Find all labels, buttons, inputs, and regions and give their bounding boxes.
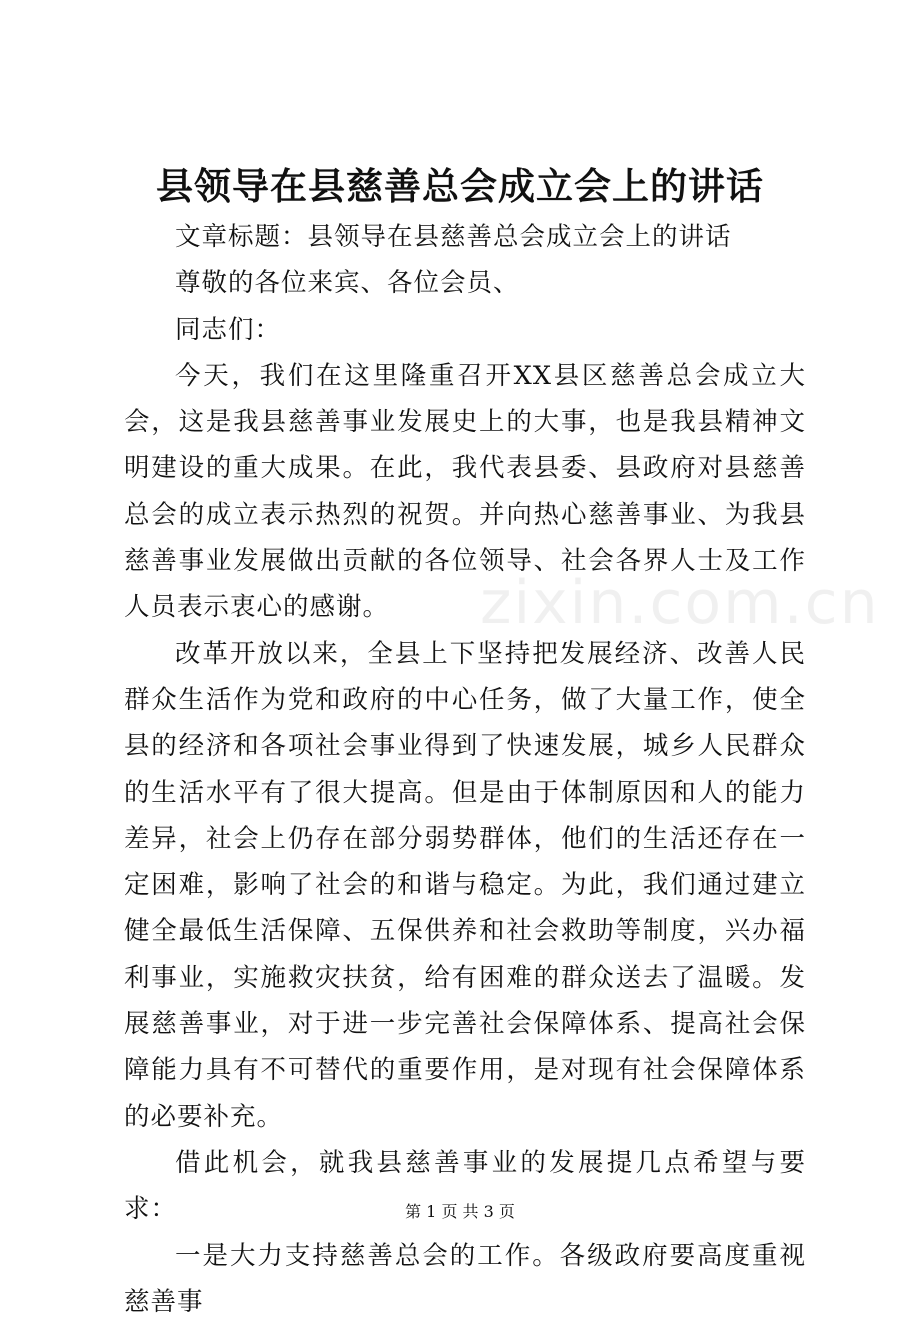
paragraph-requirement-one: 一是大力支持慈善总会的工作。各级政府要高度重视慈善事 <box>124 1240 806 1317</box>
watermark: zixin.com.cn <box>480 568 880 638</box>
paragraph-opening: 今天，我们在这里隆重召开XX县区慈善总会成立大会，这是我县慈善事业发展史上的大事，也是我县精神文明建设的重大成果。在此，我代表县委、县政府对县慈善总会的成立表示热烈的祝贺。并向热心慈善事业、为我县慈善事业发展做出贡献的各位领导、社会各界人士及工作人员表示衷心的感谢。 <box>124 360 806 623</box>
paragraph-comrades: 同志们： <box>175 314 282 345</box>
document-title: 县领导在县慈善总会成立会上的讲话 <box>156 164 764 208</box>
paragraph-requirements-intro: 借此机会，就我县慈善事业的发展提几点希望与要求： <box>124 1147 806 1225</box>
paragraph-salutation: 尊敬的各位来宾、各位会员、 <box>175 268 520 299</box>
paragraph-article-title: 文章标题：县领导在县慈善总会成立会上的讲话 <box>175 222 732 252</box>
document-body <box>124 214 806 1325</box>
page-footer: 第 1 页 共 3 页 <box>405 1202 515 1221</box>
paragraph-background: 改革开放以来，全县上下坚持把发展经济、改善人民群众生活作为党和政府的中心任务，做了大量工作，使全县的经济和各项社会事业得到了快速发展，城乡人民群众的生活水平有了很大提高。但是由于体制原因和人的能力差异，社会上仍存在部分弱势群体，他们的生活还存在一定困难，影响了社会的和谐与稳定。为此，我们通过建立健全最低生活保障、五保供养和社会救助等制度，兴办福利事业，实施救灾扶贫，给有困难的群众送去了温暖。发展慈善事业，对于进一步完善社会保障体系、提高社会保障能力具有不可替代的重要作用，是对现有社会保障体系的必要补充。 <box>124 638 806 1132</box>
